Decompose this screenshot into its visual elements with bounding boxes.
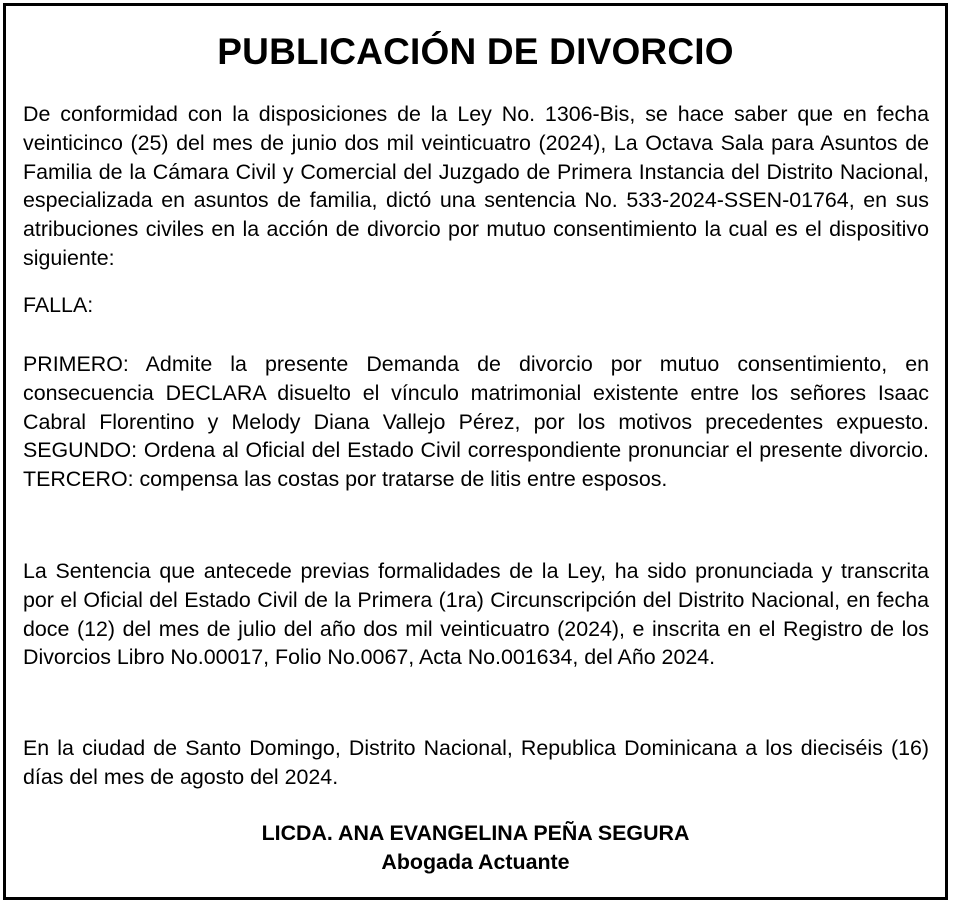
intro-paragraph: De conformidad con la disposiciones de la Ley No. 1306-Bis, se hace saber que en fecha veinticinco (25) del mes de junio dos mil veinticuatro (2024), La Octava Sala para Asuntos de Familia de la Cámara Civil y Comercial del Juzgado de Primera Instancia del Distrito Nacional, especializada en asuntos de familia, dictó una sentencia No. 533-2024-SSEN-01764, en sus atribuciones civiles en la acción de divorcio por mutuo consentimiento la cual es el dispositivo siguiente: [23,102,929,270]
resolution-paragraph: PRIMERO: Admite la presente Demanda de divorcio por mutuo consentimiento, en consecuencia DECLARA disuelto el vínculo matrimonial existente entre los señores Isaac Cabral Florentino y Melody Diana Vallejo Pérez, por los motivos precedentes expuesto. SEGUNDO: Ordena al Oficial del Estado Civil correspondiente pronunciar el presente divorcio. TERCERO: compensa las costas por tratarse de litis entre esposos. [23,352,929,492]
signature-role: Abogada Actuante [381,850,570,874]
signature-name: LICDA. ANA EVANGELINA PEÑA SEGURA [261,821,690,845]
legal-notice [3,3,948,900]
signature-block [6,819,945,877]
place-date-paragraph: En la ciudad de Santo Domingo, Distrito Nacional, Republica Dominicana a los dieciséis (16) días del mes de agosto del 2024. [23,736,929,789]
notice-title: PUBLICACIÓN DE DIVORCIO [217,31,734,72]
falla-heading: FALLA: [23,293,94,317]
sentence-record-paragraph: La Sentencia que antecede previas formalidades de la Ley, ha sido pronunciada y transcrita por el Oficial del Estado Civil de la Primera (1ra) Circunscripción del Distrito Nacional, en fecha doce (12) del mes de julio del año dos mil veinticuatro (2024), e inscrita en el Registro de los Divorcios Libro No.00017, Folio No.0067, Acta No.001634, del Año 2024. [23,559,929,670]
